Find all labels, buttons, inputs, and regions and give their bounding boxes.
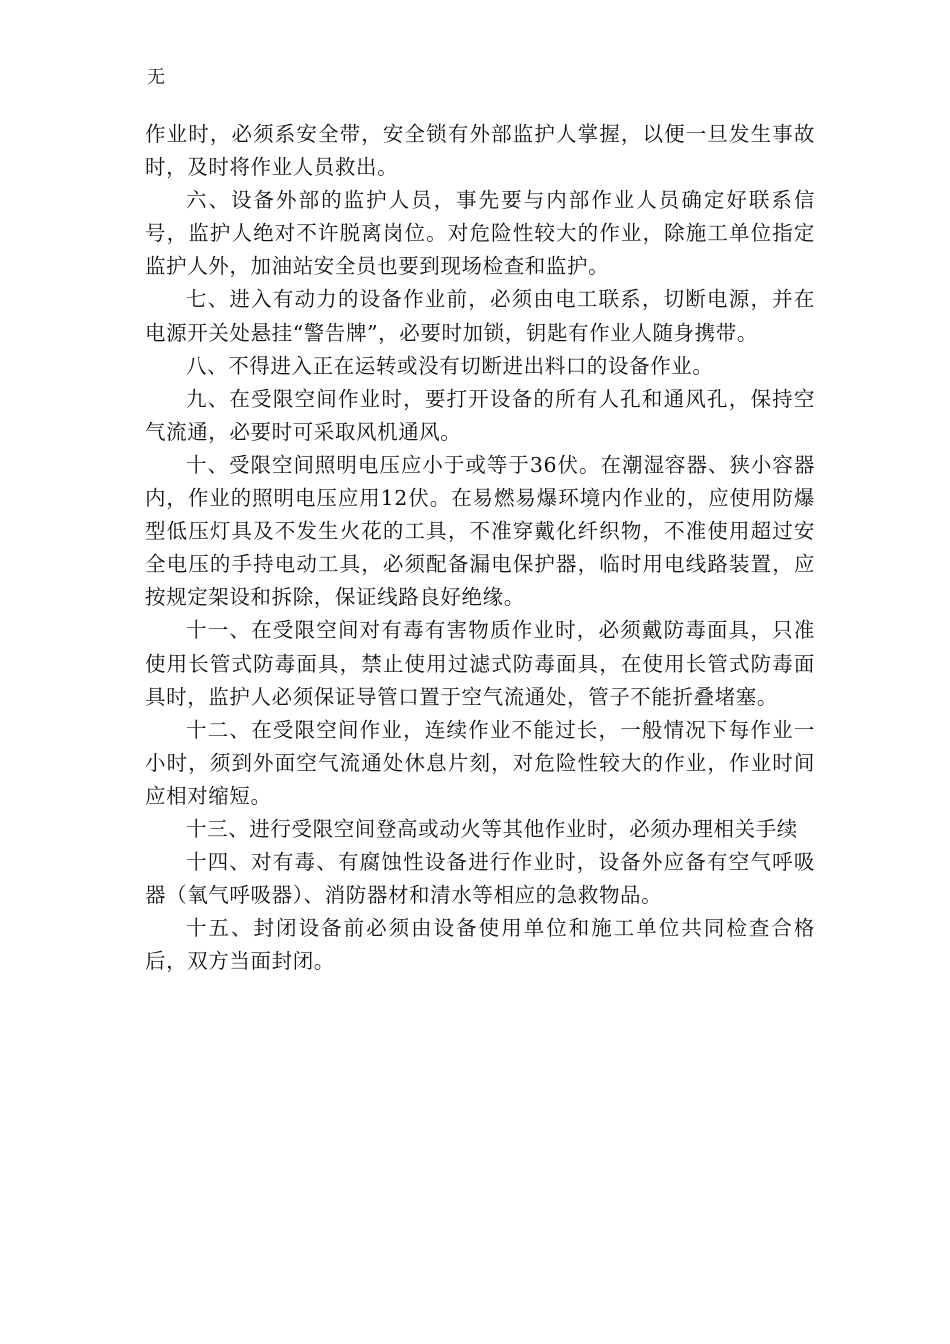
paragraph-continuation: 作业时，必须系安全带，安全锁有外部监护人掌握，以便一旦发生事故时，及时将作业人员救出。	[145, 122, 815, 180]
paragraph-item-6: 六、设备外部的监护人员，事先要与内部作业人员确定好联系信号，监护人绝对不许脱离岗位。对危险性较大的作业，除施工单位指定监护人外，加油站安全员也要到现场检查和监护。	[145, 188, 815, 279]
paragraph-item-12: 十二、在受限空间作业，连续作业不能过长，一般情况下每作业一小时，须到外面空气流通处休息片刻，对危险性较大的作业，作业时间应相对缩短。	[145, 717, 815, 808]
paragraph-item-8: 八、不得进入正在运转或没有切断进出料口的设备作业。	[186, 353, 714, 378]
paragraph-item-9: 九、在受限空间作业时，要打开设备的所有人孔和通风孔，保持空气流通，必要时可采取风机通风。	[145, 386, 815, 444]
paragraph-item-7: 七、进入有动力的设备作业前，必须由电工联系，切断电源，并在电源开关处悬挂“警告牌”，必要时加锁，钥匙有作业人随身携带。	[145, 287, 815, 345]
paragraph-item-11: 十一、在受限空间对有毒有害物质作业时，必须戴防毒面具，只准使用长管式防毒面具，禁止使用过滤式防毒面具，在使用长管式防毒面具时，监护人必须保证导管口置于空气流通处，管子不能折叠堵塞。	[145, 618, 815, 709]
header-mark: 无	[147, 67, 165, 88]
paragraph-item-14: 十四、对有毒、有腐蚀性设备进行作业时，设备外应备有空气呼吸器（氧气呼吸器）、消防器材和清水等相应的急救物品。	[145, 850, 815, 908]
paragraph-item-15: 十五、封闭设备前必须由设备使用单位和施工单位共同检查合格后，双方当面封闭。	[145, 916, 815, 974]
paragraph-item-13: 十三、进行受限空间登高或动火等其他作业时，必须办理相关手续	[186, 816, 798, 841]
paragraph-item-10: 十、受限空间照明电压应小于或等于36伏。在潮湿容器、狭小容器内，作业的照明电压应用12伏。在易燃易爆环境内作业的，应使用防爆型低压灯具及不发生火花的工具，不准穿戴化纤织物，不准使用超过安全电压的手持电动工具，必须配备漏电保护器，临时用电线路装置，应按规定架设和拆除，保证线路良好绝缘。	[145, 452, 815, 610]
document-body	[145, 118, 815, 978]
